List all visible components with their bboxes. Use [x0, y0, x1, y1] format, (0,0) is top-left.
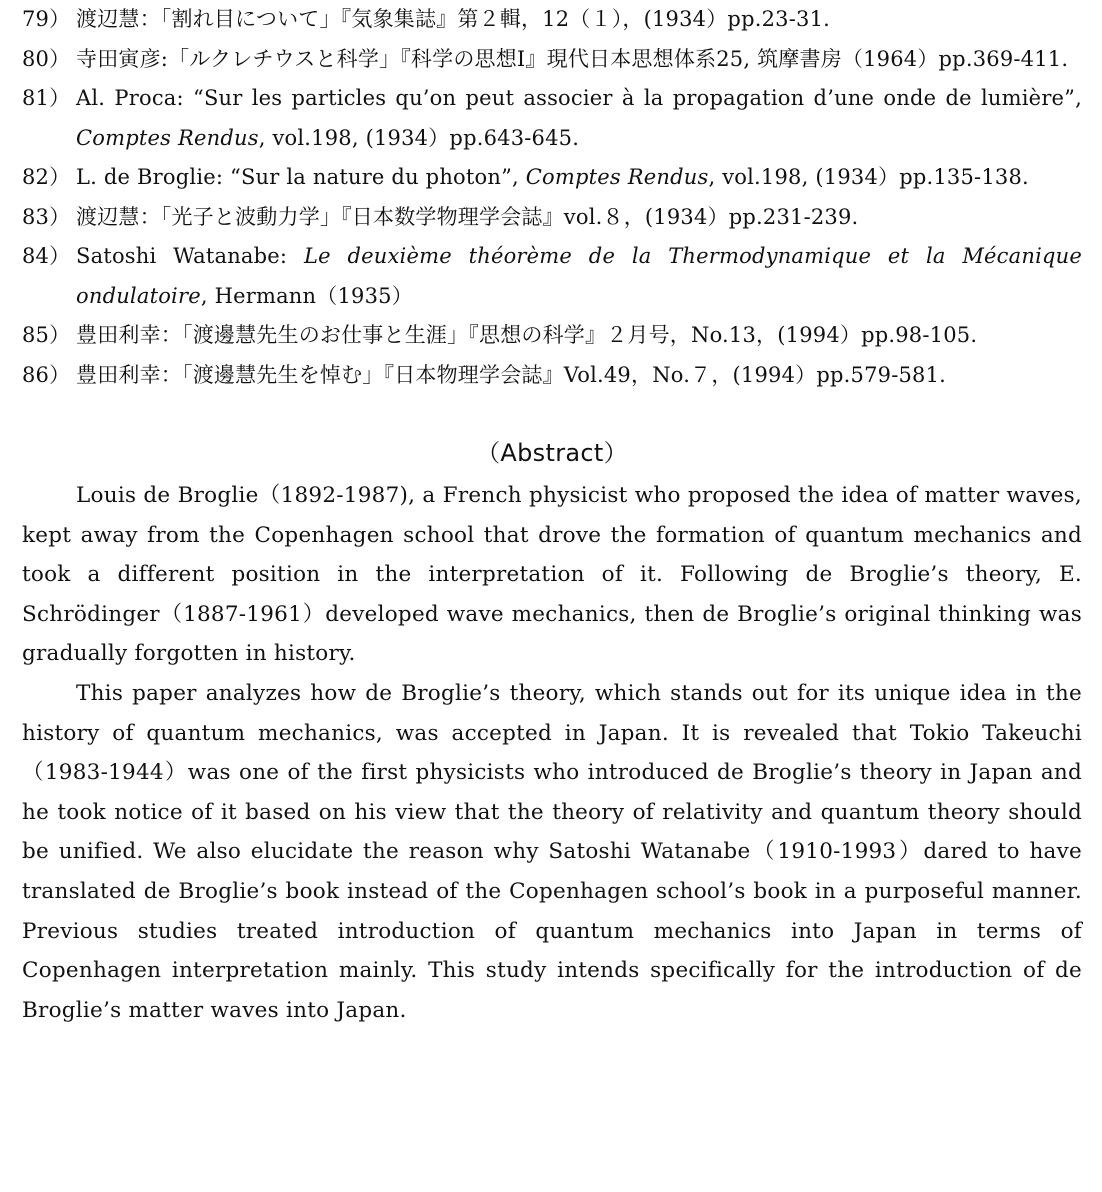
- reference-text: 豊田利幸：「渡邊慧先生を悼む」『日本物理学会誌』Vol.49，No.７，(1994）pp.579-581.: [76, 362, 947, 387]
- reference-number: 81）: [22, 86, 71, 110]
- reference-item: [22, 0, 1082, 40]
- document-page: [22, 0, 1082, 1030]
- reference-number: 86）: [22, 362, 71, 387]
- reference-item: [22, 198, 1082, 238]
- reference-number: 85）: [22, 323, 71, 347]
- reference-number: 80）: [22, 46, 71, 71]
- reference-text: 豊田利幸：「渡邊慧先生のお仕事と生涯」『思想の科学』２月号，No.13，(1994）pp.98-105.: [76, 323, 978, 347]
- abstract-paragraph: Louis de Broglie（1892-1987), a French physicist who proposed the idea of matter waves, kept away from the Copenhagen school that drove the formation of quantum mechanics and took a different position in the interpretation of it. Following de Broglie’s theory, E. Schrödinger（1887-1961）developed wave mechanics, then de Broglie’s original thinking was gradually forgotten in history.: [22, 483, 1082, 667]
- reference-item: [22, 316, 1082, 356]
- reference-text: 渡辺慧：「光子と波動力学」『日本数学物理学会誌』vol.８，(1934）pp.231-239.: [76, 204, 859, 229]
- book-title: Le deuxième théorème de la Thermodynamique et la Mécanique ondulatoire: [76, 244, 1082, 308]
- reference-number: 82）: [22, 165, 71, 189]
- reference-item: [22, 40, 1082, 80]
- journal-title: Comptes Rendus: [525, 165, 709, 189]
- reference-text: Satoshi Watanabe: Le deuxième théorème de la Thermodynamique et la Mécanique ondulatoire, Hermann（1935）: [76, 244, 1082, 308]
- abstract-heading: （Abstract）: [476, 439, 628, 467]
- reference-item: [22, 158, 1082, 198]
- reference-text: L. de Broglie: “Sur la nature du photon”, Comptes Rendus, vol.198, (1934）pp.135-138.: [76, 165, 1029, 189]
- reference-text: 寺田寅彦:「ルクレチウスと科学」『科学の思想I』現代日本思想体系25, 筑摩書房（1964）pp.369-411.: [76, 46, 1069, 71]
- reference-text: Al. Proca: “Sur les particles qu’on peut associer à la propagation d’une onde de lumière”, Comptes Rendus, vol.198, (1934）pp.643-645.: [76, 86, 1082, 150]
- reference-item: [22, 79, 1082, 158]
- reference-item: [22, 237, 1082, 316]
- abstract-paragraph: This paper analyzes how de Broglie’s theory, which stands out for its unique idea in the history of quantum mechanics, was accepted in Japan. It is revealed that Tokio Takeuchi（1983-1944）was one of the first physicists who introduced de Broglie’s theory in Japan and he took notice of it based on his view that the theory of relativity and quantum theory should be unified. We also elucidate the reason why Satoshi Watanabe（1910-1993）dared to have translated de Broglie’s book instead of the Copenhagen school’s book in a purposeful manner. Previous studies treated introduction of quantum mechanics into Japan in terms of Copenhagen interpretation mainly. This study intends specifically for the introduction of de Broglie’s matter waves into Japan.: [22, 680, 1082, 1023]
- reference-list: [22, 0, 1082, 395]
- reference-item: [22, 356, 1082, 396]
- reference-number: 84）: [22, 244, 71, 268]
- journal-title: Comptes Rendus: [76, 125, 259, 150]
- reference-text: 渡辺慧：「割れ目について」『気象集誌』第２輯，12（１），(1934）pp.23-31.: [76, 7, 831, 31]
- reference-number: 83）: [22, 204, 71, 229]
- reference-number: 79）: [22, 7, 71, 31]
